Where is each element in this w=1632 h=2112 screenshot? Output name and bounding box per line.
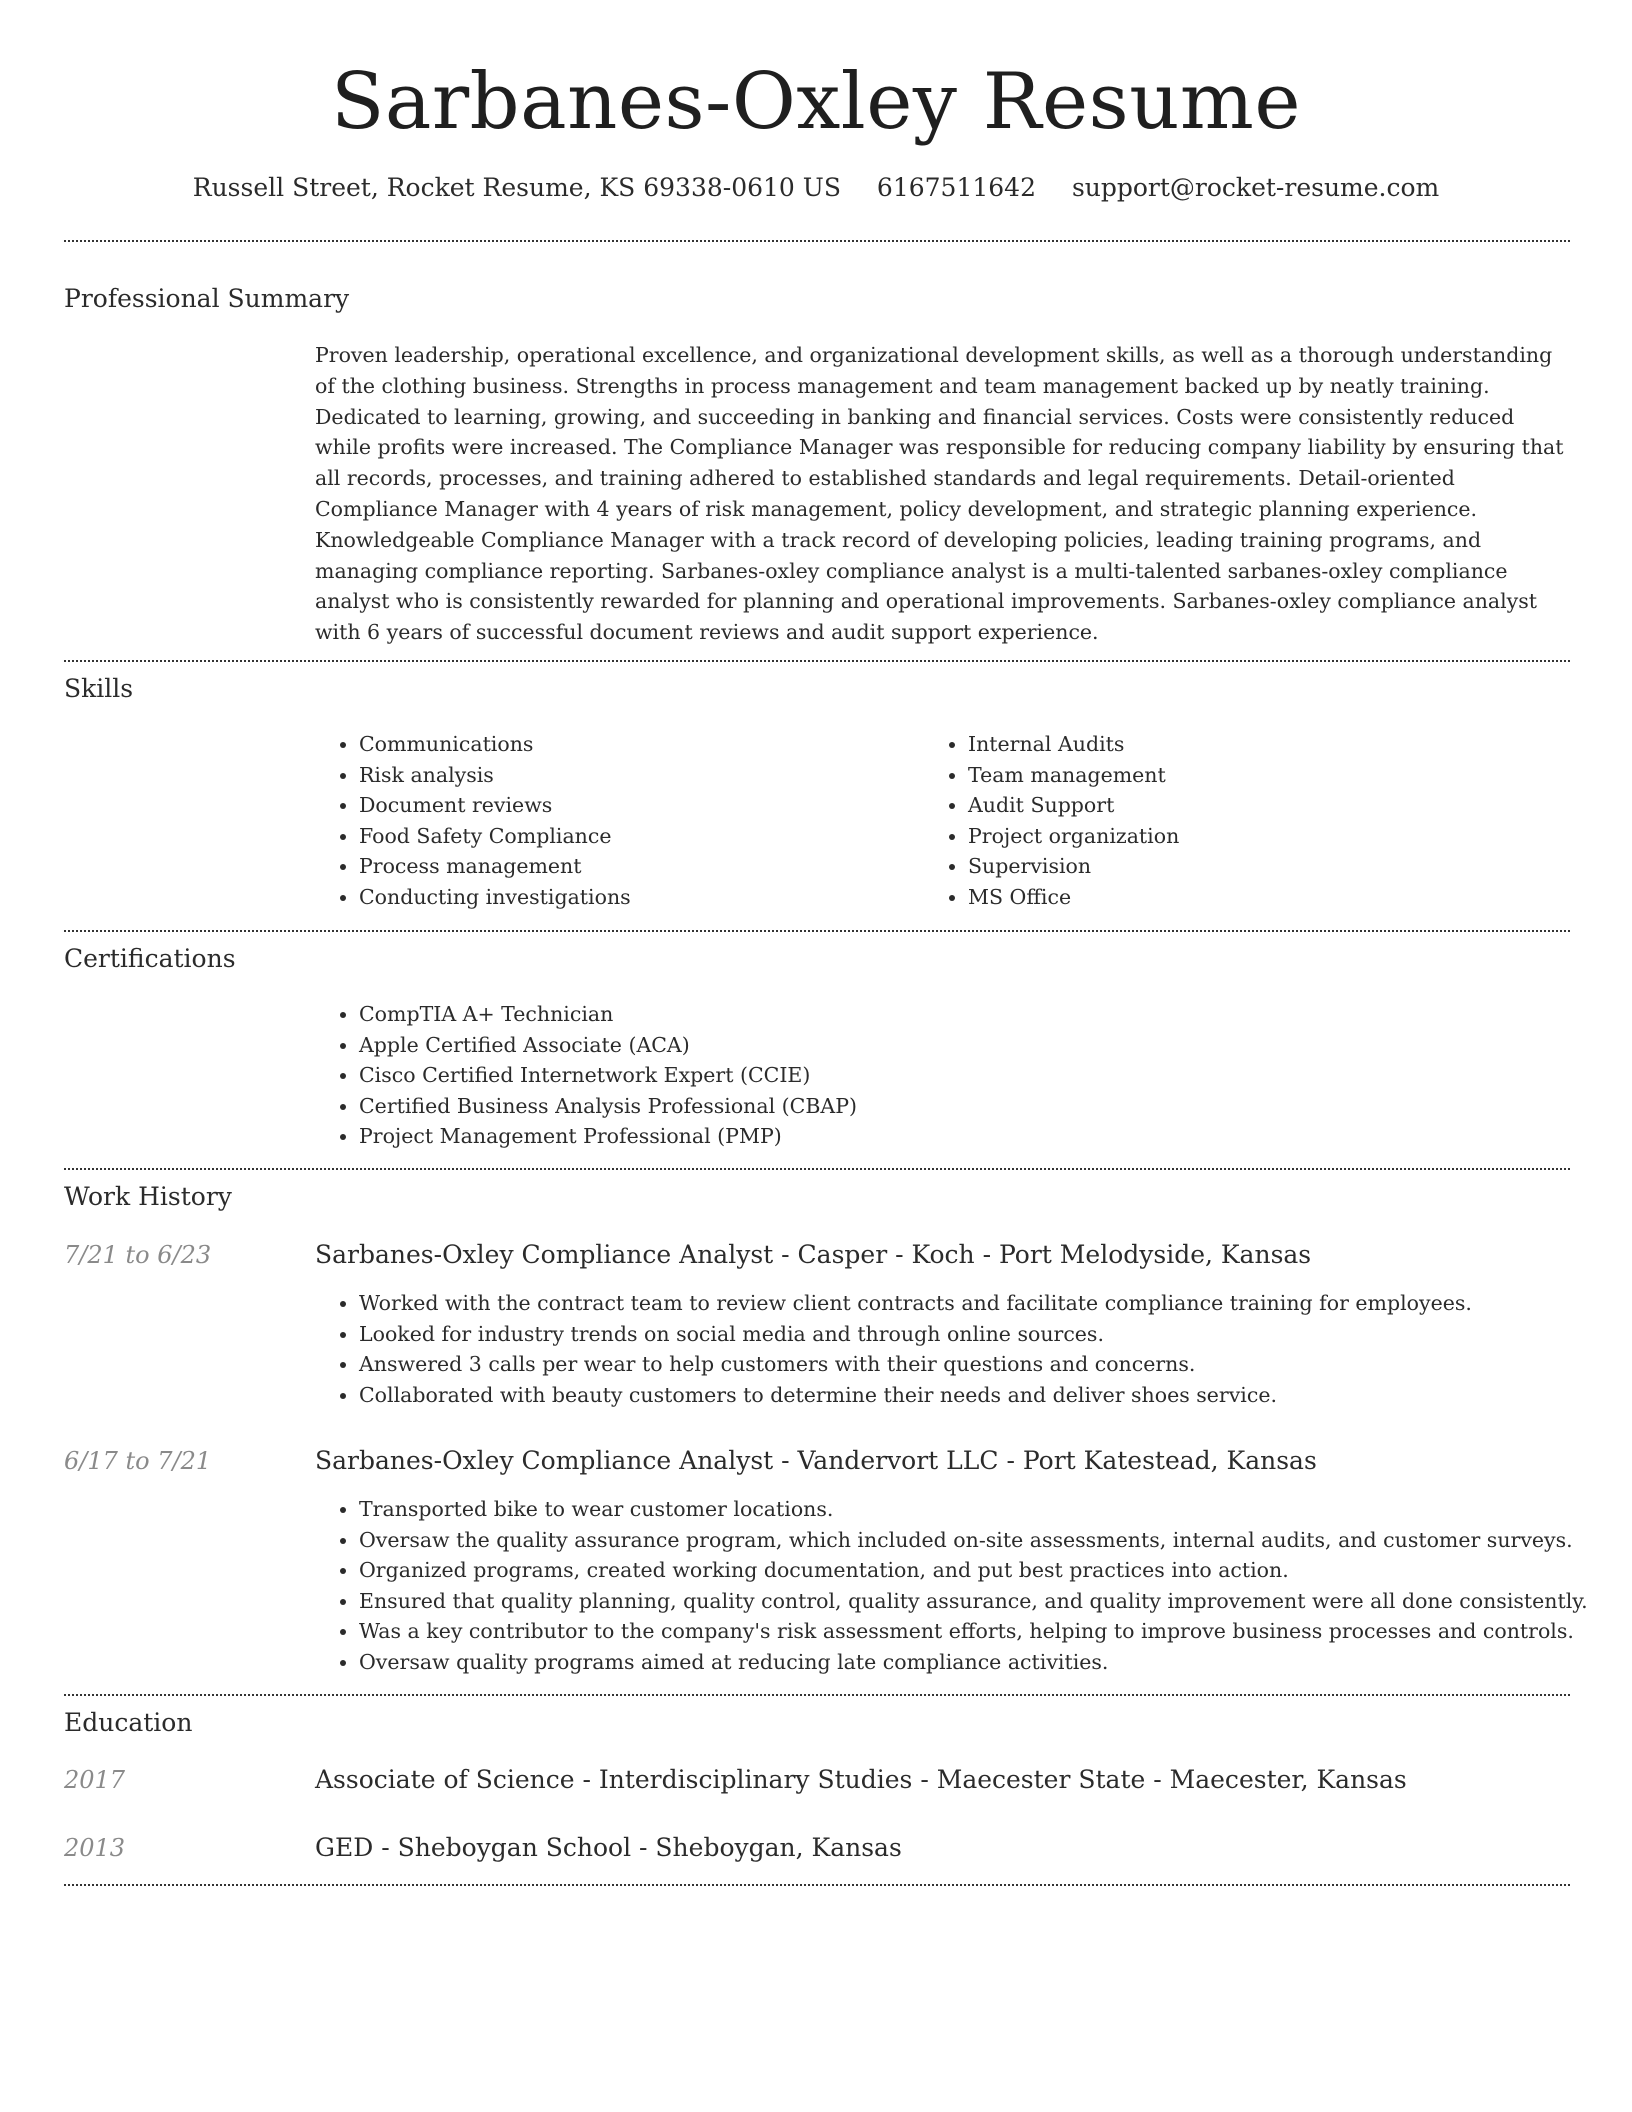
skill-item: • Conducting investigations: [359, 882, 631, 913]
certification-item: • Cisco Certified Internetwork Expert (CCIE): [359, 1060, 857, 1091]
divider: [64, 240, 1570, 242]
job-bullet: • Answered 3 calls per wear to help customers with their questions and concerns.: [359, 1349, 1472, 1380]
divider: [64, 660, 1570, 662]
skill-item: • Project organization: [968, 821, 1179, 852]
contact-line: [0, 168, 1632, 208]
education-year: 2017: [64, 1766, 126, 1794]
job-bullet: • Collaborated with beauty customers to determine their needs and deliver shoes service.: [359, 1380, 1472, 1411]
contact-email: support@rocket-resume.com: [1071, 173, 1440, 202]
education-year: 2013: [64, 1834, 126, 1862]
job-dates: 6/17 to 7/21: [64, 1447, 212, 1475]
job-bullet: • Looked for industry trends on social media and through online sources.: [359, 1319, 1472, 1350]
contact-address: Russell Street, Rocket Resume, KS 69338-0610 US: [192, 173, 841, 202]
skills-list-left: [315, 729, 631, 913]
education-heading: GED - Sheboygan School - Sheboygan, Kansas: [315, 1833, 902, 1862]
certification-item: • Apple Certified Associate (ACA): [359, 1030, 857, 1061]
certifications-list: [315, 999, 857, 1152]
summary-text: Proven leadership, operational excellence, and organizational development skills, as well as a thorough understanding of the clothing business. Strengths in process management and team management backed up by neatly training. Dedicated to learning, growing, and succeeding in banking and financial services. Costs were consistently reduced while profits were increased. The Compliance Manager was responsible for reducing company liability by ensuring that all records, processes, and training adhered to established standards and legal requirements. Detail-oriented Compliance Manager with 4 years of risk management, policy development, and strategic planning experience. Knowledgeable Compliance Manager with a track record of developing policies, leading training programs, and managing compliance reporting. Sarbanes-oxley compliance analyst is a multi-talented sarbanes-oxley compliance analyst who is consistently rewarded for planning and operational improvements. Sarbanes-oxley compliance analyst with 6 years of successful document reviews and audit support experience.: [315, 343, 1564, 645]
job-bullet: • Oversaw the quality assurance program, which included on-site assessments, internal audits, and customer surveys.: [359, 1525, 1588, 1556]
skill-item: • Food Safety Compliance: [359, 821, 631, 852]
job-heading: Sarbanes-Oxley Compliance Analyst - Vandervort LLC - Port Katestead, Kansas: [315, 1446, 1317, 1475]
certification-item: • Certified Business Analysis Professional (CBAP): [359, 1091, 857, 1122]
skill-item: • Team management: [968, 760, 1179, 791]
section-title-education: Education: [64, 1708, 193, 1737]
section-title-skills: Skills: [64, 674, 134, 703]
job-bullet: • Worked with the contract team to review client contracts and facilitate compliance training for employees.: [359, 1288, 1472, 1319]
job-bullet: • Oversaw quality programs aimed at reducing late compliance activities.: [359, 1647, 1588, 1678]
section-title-work-history: Work History: [64, 1182, 232, 1211]
skill-item: • Communications: [359, 729, 631, 760]
job-bullet: • Transported bike to wear customer locations.: [359, 1494, 1588, 1525]
skill-item: • Document reviews: [359, 790, 631, 821]
contact-phone: 6167511642: [876, 173, 1036, 202]
job-heading: Sarbanes-Oxley Compliance Analyst - Casper - Koch - Port Melodyside, Kansas: [315, 1240, 1312, 1269]
job-bullet: • Was a key contributor to the company's risk assessment efforts, helping to improve business processes and controls.: [359, 1616, 1588, 1647]
divider: [64, 930, 1570, 932]
divider: [64, 1168, 1570, 1170]
job-dates: 7/21 to 6/23: [64, 1241, 212, 1269]
skill-item: • Risk analysis: [359, 760, 631, 791]
section-title-certifications: Certifications: [64, 944, 236, 973]
skills-list-right: [924, 729, 1179, 913]
skill-item: • Audit Support: [968, 790, 1179, 821]
section-title-summary: Professional Summary: [64, 284, 350, 313]
job-bullets: [315, 1494, 1588, 1678]
skill-item: • Internal Audits: [968, 729, 1179, 760]
divider: [64, 1694, 1570, 1696]
skill-item: • MS Office: [968, 882, 1179, 913]
certification-item: • CompTIA A+ Technician: [359, 999, 857, 1030]
job-bullets: [315, 1288, 1472, 1410]
divider: [64, 1884, 1570, 1886]
job-bullet: • Ensured that quality planning, quality control, quality assurance, and quality improvement were all done consistently.: [359, 1586, 1588, 1617]
resume-title: Sarbanes-Oxley Resume: [330, 57, 1302, 147]
job-bullet: • Organized programs, created working documentation, and put best practices into action.: [359, 1555, 1588, 1586]
certification-item: • Project Management Professional (PMP): [359, 1121, 857, 1152]
education-heading: Associate of Science - Interdisciplinary Studies - Maecester State - Maecester, Kansas: [315, 1765, 1407, 1794]
skill-item: • Process management: [359, 851, 631, 882]
skill-item: • Supervision: [968, 851, 1179, 882]
